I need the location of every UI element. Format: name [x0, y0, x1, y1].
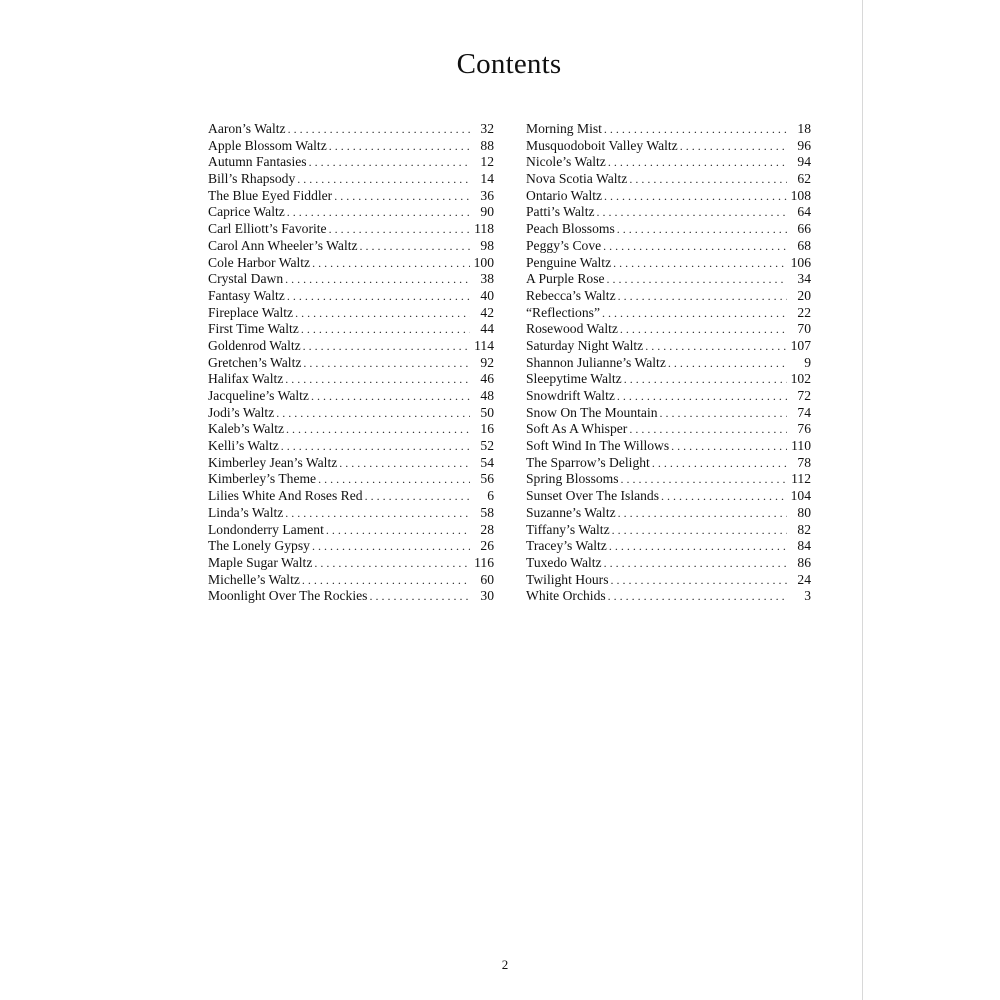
- entry-page-number: 24: [797, 571, 811, 587]
- entry-title: Londonderry Lament: [208, 521, 324, 537]
- entry-title: Gretchen’s Waltz: [208, 354, 302, 370]
- contents-entry: [208, 171, 494, 188]
- entry-title: Nicole’s Waltz: [526, 154, 606, 170]
- contents-entry: [526, 188, 811, 205]
- contents-entry: [526, 505, 811, 522]
- page-number: 2: [501, 957, 509, 972]
- entry-page-number: 60: [480, 571, 494, 587]
- contents-entry: [526, 204, 811, 221]
- entry-title: Twilight Hours: [526, 571, 609, 587]
- dot-leader: [287, 288, 470, 305]
- contents-entry: [208, 538, 494, 555]
- entry-page-number: 42: [480, 304, 494, 320]
- entry-page-number: 74: [797, 404, 811, 420]
- dot-leader: [302, 572, 470, 589]
- entry-page-number: 76: [797, 421, 811, 437]
- dot-leader: [312, 538, 470, 555]
- contents-entry: [208, 255, 494, 272]
- dot-leader: [611, 572, 788, 589]
- dot-leader: [618, 288, 787, 305]
- contents-entry: [526, 471, 811, 488]
- entry-title: Goldenrod Waltz: [208, 337, 301, 353]
- entry-page-number: 96: [797, 137, 811, 153]
- entry-title: The Sparrow’s Delight: [526, 454, 650, 470]
- contents-entry: [208, 471, 494, 488]
- entry-title: White Orchids: [526, 588, 606, 604]
- dot-leader: [339, 455, 470, 472]
- dot-leader: [286, 421, 470, 438]
- contents-entry: [526, 355, 811, 372]
- entry-title: Moonlight Over The Rockies: [208, 588, 368, 604]
- dot-leader: [334, 188, 470, 205]
- dot-leader: [671, 438, 787, 455]
- entry-page-number: 9: [804, 354, 811, 370]
- dot-leader: [369, 588, 470, 605]
- dot-leader: [613, 255, 787, 272]
- entry-title: Tiffany’s Waltz: [526, 521, 610, 537]
- entry-page-number: 70: [797, 321, 811, 337]
- dot-leader: [609, 538, 787, 555]
- entry-page-number: 12: [480, 154, 494, 170]
- entry-page-number: 118: [474, 221, 494, 237]
- dot-leader: [660, 405, 787, 422]
- entry-page-number: 20: [797, 287, 811, 303]
- dot-leader: [285, 371, 470, 388]
- entry-page-number: 56: [480, 471, 494, 487]
- dot-leader: [297, 171, 470, 188]
- entry-title: Morning Mist: [526, 121, 602, 136]
- dot-leader: [314, 555, 470, 572]
- dot-leader: [668, 355, 787, 372]
- entry-title: Rebecca’s Waltz: [526, 287, 616, 303]
- dot-leader: [301, 321, 470, 338]
- entry-title: Peach Blossoms: [526, 221, 615, 237]
- entry-title: A Purple Rose: [526, 271, 605, 287]
- entry-title: Musquodoboit Valley Waltz: [526, 137, 678, 153]
- page-title: Contents: [456, 48, 562, 80]
- dot-leader: [604, 188, 787, 205]
- entry-title: Tuxedo Waltz: [526, 554, 602, 570]
- contents-entry: [526, 238, 811, 255]
- entry-page-number: 40: [480, 287, 494, 303]
- entry-page-number: 32: [480, 121, 494, 136]
- entry-page-number: 72: [797, 388, 811, 403]
- contents-entry: [208, 238, 494, 255]
- contents-entry: [208, 455, 494, 472]
- contents-entry: [526, 255, 811, 272]
- contents-entry: [526, 538, 811, 555]
- entry-title: Carol Ann Wheeler’s Waltz: [208, 237, 358, 253]
- entry-page-number: 92: [480, 354, 494, 370]
- contents-entry: [526, 371, 811, 388]
- contents-entry: [526, 421, 811, 438]
- contents-entry: [208, 138, 494, 155]
- dot-leader: [604, 121, 787, 138]
- entry-page-number: 114: [474, 337, 494, 353]
- entry-title: Kimberley Jean’s Waltz: [208, 454, 338, 470]
- entry-title: Caprice Waltz: [208, 204, 285, 220]
- dot-leader: [287, 204, 470, 221]
- dot-leader: [602, 305, 787, 322]
- entry-page-number: 52: [480, 438, 494, 454]
- contents-entry: [526, 338, 811, 355]
- entry-page-number: 50: [480, 404, 494, 420]
- dot-leader: [309, 154, 470, 171]
- dot-leader: [645, 338, 786, 355]
- entry-title: Carl Elliott’s Favorite: [208, 221, 327, 237]
- entry-page-number: 116: [474, 554, 494, 570]
- contents-entry: [526, 522, 811, 539]
- dot-leader: [629, 171, 787, 188]
- contents-entry: [208, 338, 494, 355]
- entry-page-number: 98: [480, 237, 494, 253]
- entry-page-number: 80: [797, 504, 811, 520]
- contents-entry: [208, 388, 494, 405]
- contents-entry: [526, 221, 811, 238]
- entry-title: Autumn Fantasies: [208, 154, 307, 170]
- entry-title: Rosewood Waltz: [526, 321, 618, 337]
- entry-title: Jodi’s Waltz: [208, 404, 275, 420]
- dot-leader: [329, 138, 470, 155]
- contents-entry: [208, 204, 494, 221]
- dot-leader: [617, 221, 787, 238]
- contents-column-left: [208, 121, 494, 605]
- contents-entry: [526, 588, 811, 605]
- entry-page-number: 106: [790, 254, 811, 270]
- entry-title: Apple Blossom Waltz: [208, 137, 327, 153]
- contents-entry: [526, 138, 811, 155]
- contents-entry: [526, 438, 811, 455]
- contents-entry: [208, 488, 494, 505]
- contents-entry: [208, 154, 494, 171]
- entry-title: Nova Scotia Waltz: [526, 171, 628, 187]
- dot-leader: [312, 255, 470, 272]
- contents-entry: [526, 154, 811, 171]
- dot-leader: [285, 271, 470, 288]
- entry-title: Soft Wind In The Willows: [526, 438, 670, 454]
- entry-title: Sunset Over The Islands: [526, 488, 660, 504]
- entry-page-number: 110: [791, 438, 811, 454]
- entry-page-number: 44: [480, 321, 494, 337]
- entry-title: Tracey’s Waltz: [526, 538, 607, 554]
- entry-page-number: 88: [480, 137, 494, 153]
- entry-title: Shannon Julianne’s Waltz: [526, 354, 666, 370]
- contents-entry: [526, 388, 811, 405]
- contents-entry: [208, 121, 494, 138]
- entry-page-number: 108: [790, 187, 811, 203]
- dot-leader: [612, 522, 787, 539]
- dot-leader: [620, 321, 787, 338]
- dot-leader: [624, 371, 787, 388]
- entry-page-number: 6: [487, 488, 494, 504]
- entry-page-number: 26: [480, 538, 494, 554]
- entry-title: Snow On The Mountain: [526, 404, 658, 420]
- contents-entry: [208, 505, 494, 522]
- entry-page-number: 54: [480, 454, 494, 470]
- entry-title: Kimberley’s Theme: [208, 471, 317, 487]
- dot-leader: [604, 555, 787, 572]
- contents-entry: [208, 522, 494, 539]
- entry-title: “Reflections”: [526, 304, 600, 320]
- dot-leader: [603, 238, 787, 255]
- entry-page-number: 84: [797, 538, 811, 554]
- entry-title: Aaron’s Waltz: [208, 121, 286, 136]
- dot-leader: [680, 138, 787, 155]
- entry-title: Crystal Dawn: [208, 271, 284, 287]
- dot-leader: [318, 471, 470, 488]
- entry-title: Kelli’s Waltz: [208, 438, 279, 454]
- entry-title: Saturday Night Waltz: [526, 337, 644, 353]
- dot-leader: [608, 588, 787, 605]
- entry-title: Bill’s Rhapsody: [208, 171, 296, 187]
- contents-entry: [208, 288, 494, 305]
- contents-entry: [208, 405, 494, 422]
- contents-entry: [526, 572, 811, 589]
- entry-title: Kaleb’s Waltz: [208, 421, 285, 437]
- entry-title: Sleepytime Waltz: [526, 371, 622, 387]
- entry-page-number: 90: [480, 204, 494, 220]
- entry-page-number: 102: [790, 371, 811, 387]
- entry-title: Jacqueline’s Waltz: [208, 388, 309, 403]
- entry-page-number: 38: [480, 271, 494, 287]
- contents-entry: [526, 405, 811, 422]
- entry-title: Fireplace Waltz: [208, 304, 294, 320]
- entry-page-number: 36: [480, 187, 494, 203]
- entry-page-number: 94: [797, 154, 811, 170]
- dot-leader: [608, 154, 787, 171]
- contents-entry: [526, 321, 811, 338]
- entry-page-number: 78: [797, 454, 811, 470]
- page-edge-divider: [862, 0, 863, 1000]
- entry-title: The Lonely Gypsy: [208, 538, 310, 554]
- entry-page-number: 100: [473, 254, 494, 270]
- entry-title: Spring Blossoms: [526, 471, 619, 487]
- contents-entry: [526, 121, 811, 138]
- contents-entry: [526, 555, 811, 572]
- entry-title: Halifax Waltz: [208, 371, 284, 387]
- contents-entry: [208, 188, 494, 205]
- entry-page-number: 14: [480, 171, 494, 187]
- entry-title: Penguine Waltz: [526, 254, 612, 270]
- contents-entry: [208, 305, 494, 322]
- entry-page-number: 28: [480, 521, 494, 537]
- dot-leader: [629, 421, 787, 438]
- entry-title: Ontario Waltz: [526, 187, 603, 203]
- contents-entry: [208, 438, 494, 455]
- contents-entry: [208, 555, 494, 572]
- dot-leader: [618, 505, 787, 522]
- dot-leader: [607, 271, 787, 288]
- entry-page-number: 30: [480, 588, 494, 604]
- entry-page-number: 58: [480, 504, 494, 520]
- contents-entry: [208, 421, 494, 438]
- contents-entry: [208, 371, 494, 388]
- contents-entry: [526, 271, 811, 288]
- dot-leader: [617, 388, 787, 405]
- dot-leader: [311, 388, 470, 405]
- entry-title: Peggy’s Cove: [526, 237, 602, 253]
- dot-leader: [652, 455, 787, 472]
- dot-leader: [329, 221, 470, 238]
- dot-leader: [281, 438, 470, 455]
- entry-page-number: 104: [790, 488, 811, 504]
- contents-column-right: [526, 121, 811, 605]
- entry-page-number: 66: [797, 221, 811, 237]
- entry-title: Linda’s Waltz: [208, 504, 284, 520]
- contents-entry: [208, 271, 494, 288]
- contents-entry: [208, 588, 494, 605]
- entry-page-number: 22: [797, 304, 811, 320]
- entry-title: Suzanne’s Waltz: [526, 504, 616, 520]
- contents-entry: [526, 455, 811, 472]
- entry-page-number: 16: [480, 421, 494, 437]
- dot-leader: [597, 204, 787, 221]
- entry-title: First Time Waltz: [208, 321, 299, 337]
- dot-leader: [365, 488, 470, 505]
- dot-leader: [621, 471, 787, 488]
- dot-leader: [295, 305, 470, 322]
- dot-leader: [288, 121, 470, 138]
- entry-page-number: 112: [791, 471, 811, 487]
- entry-page-number: 34: [797, 271, 811, 287]
- entry-page-number: 48: [480, 388, 494, 403]
- entry-title: Lilies White And Roses Red: [208, 488, 363, 504]
- dot-leader: [303, 355, 470, 372]
- entry-page-number: 3: [804, 588, 811, 604]
- dot-leader: [661, 488, 787, 505]
- entry-title: Soft As A Whisper: [526, 421, 628, 437]
- dot-leader: [303, 338, 470, 355]
- contents-entry: [526, 288, 811, 305]
- entry-page-number: 107: [790, 337, 811, 353]
- dot-leader: [360, 238, 470, 255]
- contents-entry: [526, 488, 811, 505]
- entry-page-number: 18: [797, 121, 811, 136]
- contents-entry: [208, 355, 494, 372]
- entry-page-number: 46: [480, 371, 494, 387]
- entry-title: Maple Sugar Waltz: [208, 554, 313, 570]
- dot-leader: [326, 522, 470, 539]
- entry-title: Cole Harbor Waltz: [208, 254, 311, 270]
- entry-page-number: 82: [797, 521, 811, 537]
- entry-page-number: 62: [797, 171, 811, 187]
- entry-title: The Blue Eyed Fiddler: [208, 187, 333, 203]
- entry-title: Fantasy Waltz: [208, 287, 285, 303]
- entry-title: Patti’s Waltz: [526, 204, 595, 220]
- entry-page-number: 86: [797, 554, 811, 570]
- dot-leader: [276, 405, 470, 422]
- contents-entry: [526, 171, 811, 188]
- contents-entry: [526, 305, 811, 322]
- entry-page-number: 68: [797, 237, 811, 253]
- entry-title: Michelle’s Waltz: [208, 571, 300, 587]
- entry-page-number: 64: [797, 204, 811, 220]
- contents-entry: [208, 572, 494, 589]
- contents-entry: [208, 321, 494, 338]
- entry-title: Snowdrift Waltz: [526, 388, 615, 403]
- contents-entry: [208, 221, 494, 238]
- dot-leader: [285, 505, 470, 522]
